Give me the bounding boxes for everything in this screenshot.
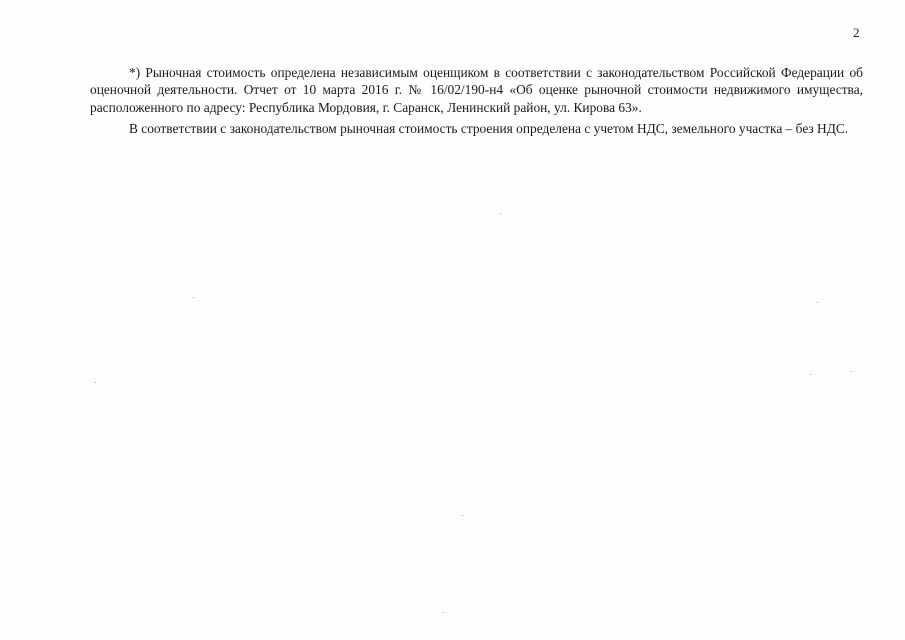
scan-speck [95,382,96,383]
scan-speck [817,302,818,303]
document-body [90,64,863,138]
scan-speck [443,612,444,613]
scan-speck [193,297,194,298]
scan-speck [810,374,811,375]
scan-speck [851,371,852,372]
vat-note-paragraph: В соответствии с законодательством рыночная стоимость строения определена с учетом НДС, земельного участка – без НДС. [129,121,849,137]
scan-speck [500,213,501,214]
scan-speck [462,515,463,516]
page-number: 2 [853,25,860,40]
footnote-paragraph: *) Рыночная стоимость определена независимым оценщиком в соответствии с законодательством Российской Федерации об оценочной деятельности. Отчет от 10 марта 2016 г. № 16/02/190-н4 «Об оценке рыночной стоимости недвижимого имущества, расположенного по адресу: Республика Мордовия, г. Саранск, Ленинский район, ул. Кирова 63». [90,65,863,115]
